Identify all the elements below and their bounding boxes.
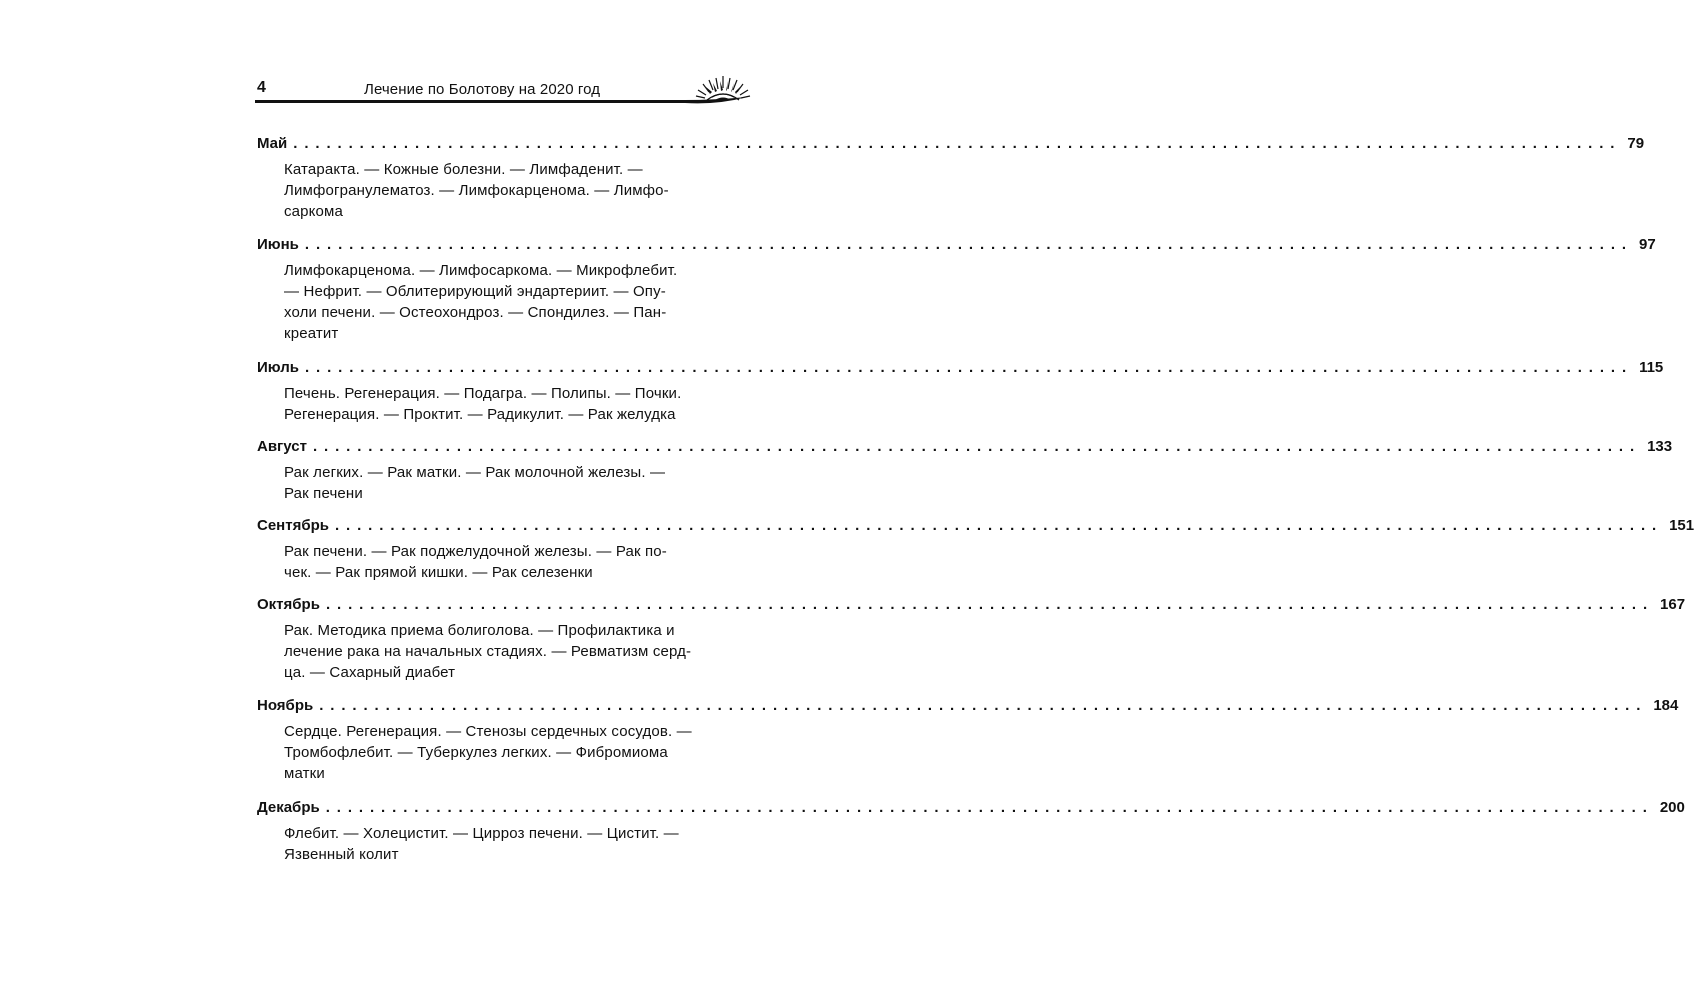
toc-entry-description-line: Рак печени [284,485,363,502]
dot-leader: ........................................................................................................................ [304,236,1633,253]
toc-entry-title: Июль [257,359,299,376]
toc-entry-page-number: 184 [1653,697,1679,714]
toc-entry-page-number: 115 [1639,359,1664,376]
toc-entry [257,798,1685,865]
toc-entry-description [284,383,712,425]
toc-entry-description-line: Печень. Регенерация. — Подагра. — Полипы. — Почки. [284,385,682,402]
dot-leader: ........................................................................................................................ [293,135,1622,152]
toc-entry-heading [257,798,1685,818]
toc-entry-description-line: холи печени. — Остеохондроз. — Спондилез. — Пан- [284,304,667,321]
toc-entry-description-line: Сердце. Регенерация. — Стенозы сердечных сосудов. — [284,723,692,740]
toc-entry-title: Май [257,135,288,152]
toc-entry-description-line: ца. — Сахарный диабет [284,664,456,681]
toc-entry-description [284,823,712,865]
toc-entry-page-number: 133 [1647,438,1673,455]
dot-leader: ........................................................................................................................ [304,359,1634,376]
toc-entry-description [284,159,712,222]
toc-entry-description [284,721,712,784]
toc-entry-heading [257,358,1664,378]
dot-leader: ........................................................................................................................ [325,596,1655,613]
toc-entry-description [284,462,712,504]
toc-entry-description [284,620,712,683]
toc-entry-description-line: Рак. Методика приема болиголова. — Профилактика и [284,622,675,639]
toc-entry [257,134,1645,222]
table-of-contents [257,122,1694,865]
toc-entry-heading [257,235,1656,255]
dot-leader: ........................................................................................................................ [319,697,1648,714]
toc-entry-heading [257,516,1694,536]
toc-entry-description-line: Лимфогранулематоз. — Лимфокарценома. — Лимфо- [284,182,669,199]
toc-entry-description-line: Рак легких. — Рак матки. — Рак молочной железы. — [284,464,666,481]
dot-leader: ........................................................................................................................ [312,438,1642,455]
dot-leader: ........................................................................................................................ [334,517,1664,534]
header-rule [255,96,755,110]
toc-entry [257,437,1673,504]
toc-entry-description-line: Регенерация. — Проктит. — Радикулит. — Рак желудка [284,406,676,423]
toc-entry [257,516,1694,583]
toc-entry-description-line: Рак печени. — Рак поджелудочной железы. — Рак по- [284,543,667,560]
toc-entry [257,235,1656,344]
toc-entry-page-number: 200 [1659,799,1685,816]
toc-entry-description-line: саркома [284,203,343,220]
dot-leader: ........................................................................................................................ [325,799,1654,816]
toc-entry [257,696,1679,784]
toc-entry-description-line: чек. — Рак прямой кишки. — Рак селезенки [284,564,593,581]
toc-entry-description-line: матки [284,765,325,782]
toc-entry-heading [257,134,1645,154]
toc-entry-description-line: — Нефрит. — Облитерирующий эндартериит. — Опу- [284,283,666,300]
toc-entry-description-line: Флебит. — Холецистит. — Цирроз печени. — Цистит. — [284,825,679,842]
toc-entry-page-number: 151 [1669,517,1694,534]
toc-entry-title: Октябрь [257,596,320,613]
toc-entry-page-number: 79 [1627,135,1645,152]
toc-entry-description-line: Катаракта. — Кожные болезни. — Лимфаденит. — [284,161,643,178]
toc-entry-description [284,541,712,583]
toc-entry-heading [257,595,1686,615]
toc-entry-description-line: Тромбофлебит. — Туберкулез легких. — Фибромиома [284,744,668,761]
toc-entry-description [284,260,712,344]
sun-ornament-icon [693,70,753,104]
toc-entry-description-line: Лимфокарценома. — Лимфосаркома. — Микрофлебит. [284,262,678,279]
toc-entry-page-number: 97 [1638,236,1656,253]
toc-entry-title: Август [257,438,307,455]
running-title: Лечение по Болотову на 2020 год [364,81,601,98]
toc-entry-title: Ноябрь [257,697,314,714]
toc-entry-description-line: лечение рака на начальных стадиях. — Ревматизм серд- [284,643,692,660]
toc-entry-page-number: 167 [1660,596,1686,613]
toc-entry-description-line: Язвенный колит [284,846,399,863]
page-number: 4 [257,79,266,96]
toc-entry-description-line: креатит [284,325,339,342]
toc-entry-title: Июнь [257,236,299,253]
toc-entry [257,358,1664,425]
toc-entry-title: Сентябрь [257,517,329,534]
toc-entry [257,595,1686,683]
toc-entry-heading [257,696,1679,716]
toc-entry-title: Декабрь [257,799,320,816]
toc-entry-heading [257,437,1673,457]
